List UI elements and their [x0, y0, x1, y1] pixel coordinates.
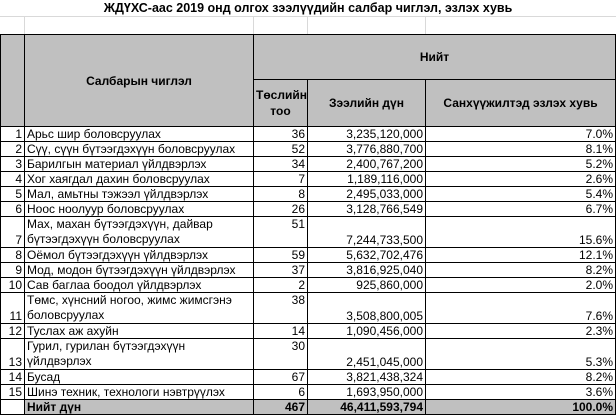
- sector-name[interactable]: Хог хаягдал дахин боловсруулах: [25, 172, 254, 187]
- gridline: [425, 17, 426, 34]
- funding-share[interactable]: 7.0%: [426, 127, 616, 142]
- row-number[interactable]: 15: [1, 385, 25, 400]
- funding-share[interactable]: 3.6%: [426, 385, 616, 400]
- table-row: [1, 263, 616, 278]
- loan-amount[interactable]: 1,693,950,000: [308, 385, 426, 400]
- funding-share[interactable]: 5.3%: [426, 339, 616, 370]
- sector-name[interactable]: Төмс, хүнсний ногоо, жимс жимсгэнэ боловсруулах: [25, 293, 254, 324]
- sector-name[interactable]: Оёмол бүтээгдэхүүн үйлдвэрлэх: [25, 248, 254, 263]
- table-row: [1, 187, 616, 202]
- loan-amount[interactable]: 2,400,767,200: [308, 157, 426, 172]
- total-index-cell[interactable]: [1, 400, 25, 415]
- sector-loan-table: [0, 34, 616, 415]
- table-row: [1, 324, 616, 339]
- loan-amount[interactable]: 3,821,438,324: [308, 370, 426, 385]
- total-row: [1, 400, 616, 415]
- row-number[interactable]: 4: [1, 172, 25, 187]
- loan-amount[interactable]: 3,776,880,700: [308, 142, 426, 157]
- loan-amount[interactable]: 925,860,000: [308, 278, 426, 293]
- funding-share[interactable]: 8.2%: [426, 370, 616, 385]
- table-title[interactable]: ЖДҮХС-аас 2019 онд олгох зээлүүдийн салбар чиглэл, эзлэх хувь: [0, 0, 616, 17]
- loan-amount[interactable]: 1,090,456,000: [308, 324, 426, 339]
- sector-name[interactable]: Ноос ноолуур боловсруулах: [25, 202, 254, 217]
- table-row: [1, 370, 616, 385]
- table-row: [1, 293, 616, 324]
- loan-amount[interactable]: 5,632,702,476: [308, 248, 426, 263]
- table-row: [1, 172, 616, 187]
- sector-name[interactable]: Гурил, гурилан бүтээгдэхүүн үйлдвэрлэх: [25, 339, 254, 370]
- sector-name[interactable]: Сүү, сүүн бүтээгдэхүүн боловсруулах: [25, 142, 254, 157]
- header-sector[interactable]: Салбарын чиглэл: [25, 35, 254, 127]
- table-row: [1, 217, 616, 248]
- loan-amount[interactable]: 1,189,116,000: [308, 172, 426, 187]
- project-count[interactable]: 14: [254, 324, 308, 339]
- project-count[interactable]: 34: [254, 157, 308, 172]
- project-count[interactable]: 67: [254, 370, 308, 385]
- table-row: [1, 339, 616, 370]
- project-count[interactable]: 38: [254, 293, 308, 324]
- row-number[interactable]: 14: [1, 370, 25, 385]
- blank-row: [0, 17, 616, 35]
- total-label[interactable]: Нийт дүн: [25, 400, 254, 415]
- table-row: [1, 385, 616, 400]
- row-number[interactable]: 6: [1, 202, 25, 217]
- row-number[interactable]: 13: [1, 339, 25, 370]
- header-share[interactable]: Санхүүжилтэд эзлэх хувь: [426, 80, 616, 127]
- funding-share[interactable]: 12.1%: [426, 248, 616, 263]
- loan-amount[interactable]: 3,816,925,040: [308, 263, 426, 278]
- gridline: [24, 17, 25, 34]
- project-count[interactable]: 52: [254, 142, 308, 157]
- header-total-group[interactable]: Нийт: [254, 35, 616, 80]
- row-number[interactable]: 8: [1, 248, 25, 263]
- funding-share[interactable]: 15.6%: [426, 217, 616, 248]
- row-number[interactable]: 5: [1, 187, 25, 202]
- project-count[interactable]: 26: [254, 202, 308, 217]
- row-number[interactable]: 10: [1, 278, 25, 293]
- funding-share[interactable]: 8.2%: [426, 263, 616, 278]
- funding-share[interactable]: 2.6%: [426, 172, 616, 187]
- header-count[interactable]: Төслийн тоо: [254, 80, 308, 127]
- total-amount[interactable]: 46,411,593,794: [308, 400, 426, 415]
- gridline: [253, 17, 254, 34]
- table-row: [1, 248, 616, 263]
- project-count[interactable]: 59: [254, 248, 308, 263]
- funding-share[interactable]: 6.7%: [426, 202, 616, 217]
- sector-name[interactable]: Шинэ техник, технологи нэвтрүүлэх: [25, 385, 254, 400]
- header-index-cell[interactable]: [1, 35, 25, 127]
- row-number[interactable]: 12: [1, 324, 25, 339]
- loan-amount[interactable]: 7,244,733,500: [308, 217, 426, 248]
- funding-share[interactable]: 7.6%: [426, 293, 616, 324]
- row-number[interactable]: 9: [1, 263, 25, 278]
- loan-amount[interactable]: 3,508,800,005: [308, 293, 426, 324]
- row-number[interactable]: 1: [1, 127, 25, 142]
- loan-amount[interactable]: 3,128,766,549: [308, 202, 426, 217]
- funding-share[interactable]: 2.0%: [426, 278, 616, 293]
- sector-name[interactable]: Туслах аж ахуйн: [25, 324, 254, 339]
- row-number[interactable]: 3: [1, 157, 25, 172]
- loan-amount[interactable]: 2,495,033,000: [308, 187, 426, 202]
- table-row: [1, 142, 616, 157]
- total-count[interactable]: 467: [254, 400, 308, 415]
- funding-share[interactable]: 8.1%: [426, 142, 616, 157]
- sector-name[interactable]: Сав баглаа боодол үйлдвэрлэх: [25, 278, 254, 293]
- loan-amount[interactable]: 3,235,120,000: [308, 127, 426, 142]
- project-count[interactable]: 37: [254, 263, 308, 278]
- table-row: [1, 157, 616, 172]
- sector-name[interactable]: Бусад: [25, 370, 254, 385]
- funding-share[interactable]: 2.3%: [426, 324, 616, 339]
- sector-name[interactable]: Мал, амьтны тэжээл үйлдвэрлэх: [25, 187, 254, 202]
- sector-name[interactable]: Мод, модон бүтээгдэхүүн үйлдвэрлэх: [25, 263, 254, 278]
- table-row: [1, 127, 616, 142]
- project-count[interactable]: 51: [254, 217, 308, 248]
- total-share[interactable]: 100.0%: [426, 400, 616, 415]
- project-count[interactable]: 30: [254, 339, 308, 370]
- loan-amount[interactable]: 2,451,045,000: [308, 339, 426, 370]
- sector-name[interactable]: Барилгын материал үйлдвэрлэх: [25, 157, 254, 172]
- project-count[interactable]: 8: [254, 187, 308, 202]
- project-count[interactable]: 7: [254, 172, 308, 187]
- gridline: [307, 17, 308, 34]
- project-count[interactable]: 36: [254, 127, 308, 142]
- table-row: [1, 278, 616, 293]
- funding-share[interactable]: 5.2%: [426, 157, 616, 172]
- row-number[interactable]: 11: [1, 293, 25, 324]
- sector-name[interactable]: Арьс шир боловсруулах: [25, 127, 254, 142]
- project-count[interactable]: 2: [254, 278, 308, 293]
- row-number[interactable]: 7: [1, 217, 25, 248]
- funding-share[interactable]: 5.4%: [426, 187, 616, 202]
- project-count[interactable]: 6: [254, 385, 308, 400]
- table-row: [1, 202, 616, 217]
- row-number[interactable]: 2: [1, 142, 25, 157]
- sector-name[interactable]: Мах, махан бүтээгдэхүүн, дайвар бүтээгдэхүүн боловсруулах: [25, 217, 254, 248]
- header-amount[interactable]: Зээлийн дүн: [308, 80, 426, 127]
